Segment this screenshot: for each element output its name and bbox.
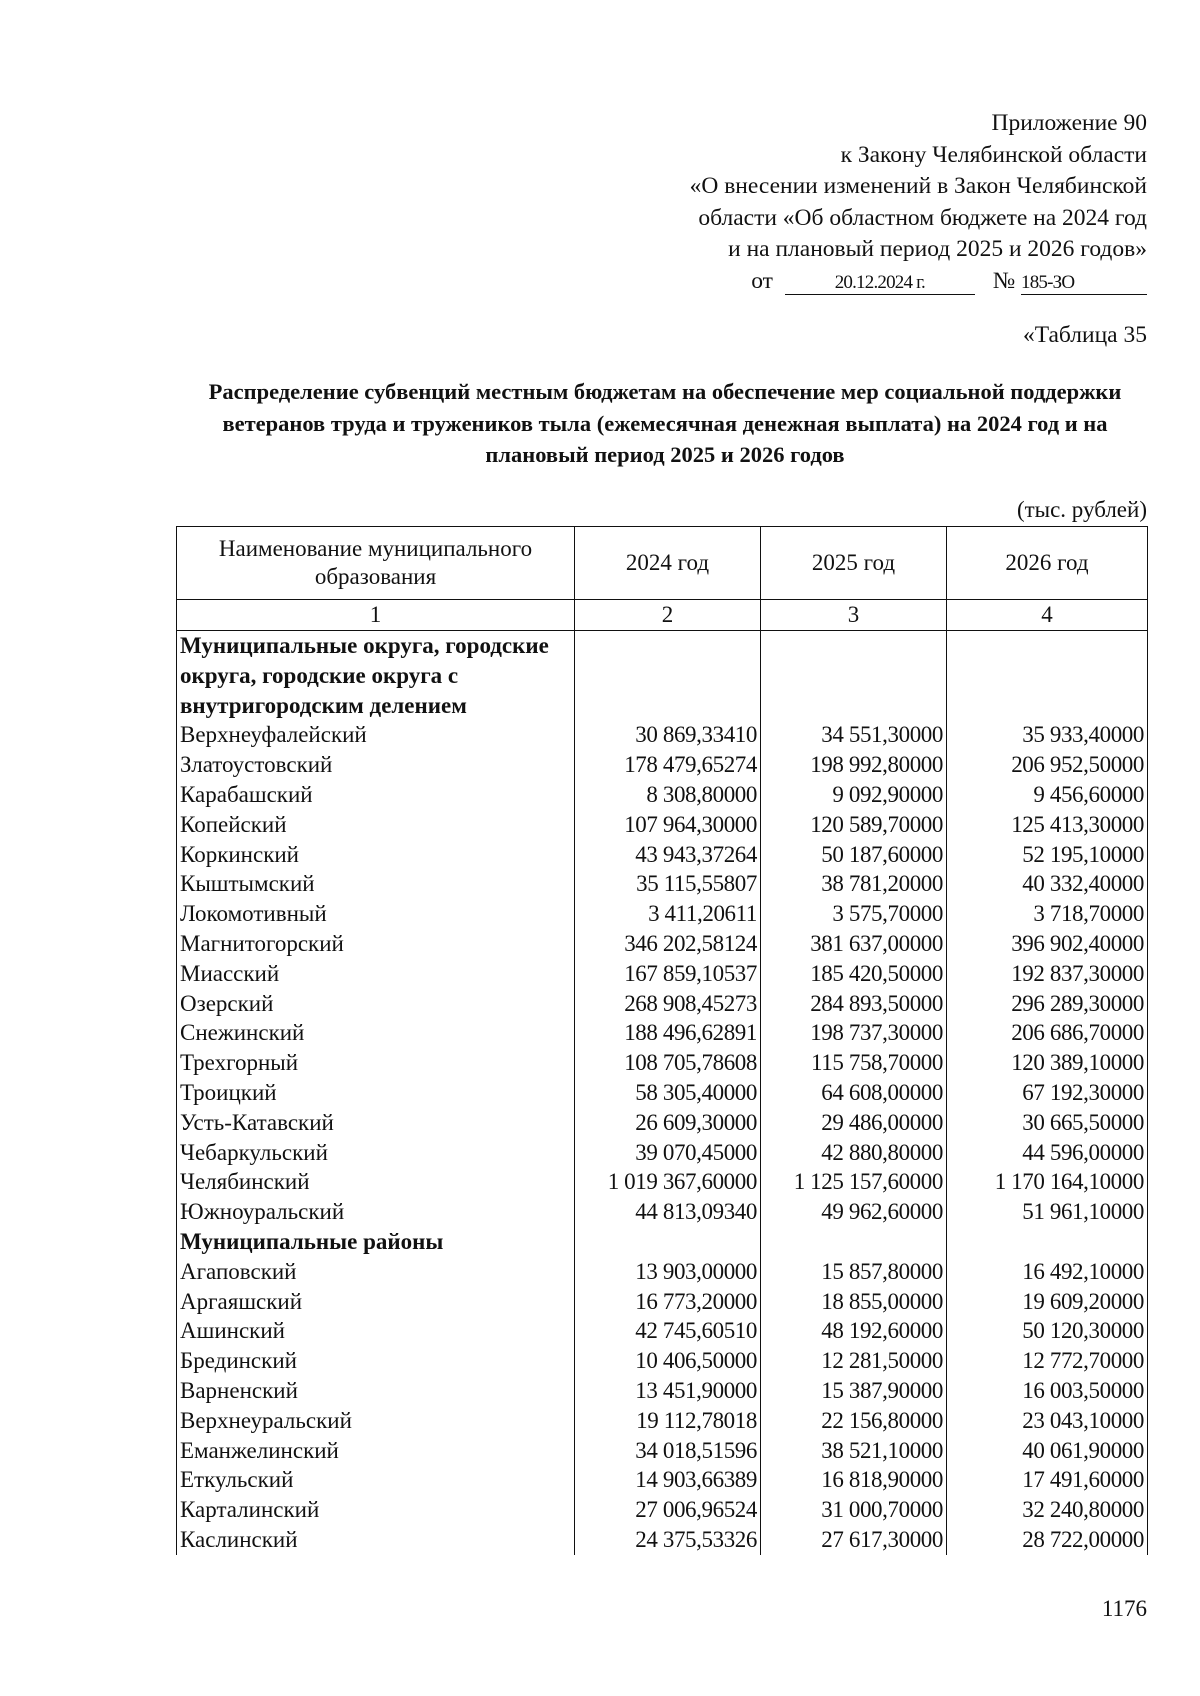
value-2025: 18 855,00000: [761, 1287, 947, 1317]
value-2024: 27 006,96524: [575, 1495, 761, 1525]
value-2026: 50 120,30000: [947, 1316, 1148, 1346]
value-2025: 198 737,30000: [761, 1018, 947, 1048]
table-row: [177, 1287, 1148, 1317]
value-2026: 40 332,40000: [947, 869, 1148, 899]
document-title: Распределение субвенций местным бюджетам на обеспечение мер социальной поддержки ветеранов труда и тружеников тыла (ежемесячная денежная выплата) на 2024 год и на плановый период 2025 и 2026 годов: [208, 379, 1122, 467]
value-2025: 22 156,80000: [761, 1406, 947, 1436]
from-label: от: [751, 267, 773, 294]
value-2026: 192 837,30000: [947, 959, 1148, 989]
section-row: [177, 1227, 1148, 1257]
value-2026: 17 491,60000: [947, 1465, 1148, 1495]
municipality-name: Троицкий: [177, 1078, 575, 1108]
number-label: №: [992, 267, 1016, 294]
value-2025: [761, 1227, 947, 1257]
value-2024: 24 375,53326: [575, 1525, 761, 1555]
table-row: [177, 1406, 1148, 1436]
value-2026: 28 722,00000: [947, 1525, 1148, 1555]
value-2026: 206 952,50000: [947, 750, 1148, 780]
municipality-name: Каслинский: [177, 1525, 575, 1555]
value-2026: 23 043,10000: [947, 1406, 1148, 1436]
value-2026: 51 961,10000: [947, 1197, 1148, 1227]
subventions-table: [176, 526, 1148, 1555]
value-2024: 107 964,30000: [575, 810, 761, 840]
table-row: [177, 1108, 1148, 1138]
law-signature-line: [690, 266, 1147, 298]
table-row: [177, 1436, 1148, 1466]
table-body: [177, 631, 1148, 1555]
municipality-name: Трехгорный: [177, 1048, 575, 1078]
value-2026: 67 192,30000: [947, 1078, 1148, 1108]
value-2024: 19 112,78018: [575, 1406, 761, 1436]
value-2025: 64 608,00000: [761, 1078, 947, 1108]
municipality-name: Усть-Катавский: [177, 1108, 575, 1138]
table-row: [177, 1138, 1148, 1168]
table-row: [177, 1048, 1148, 1078]
table-row: [177, 1316, 1148, 1346]
municipality-name: Агаповский: [177, 1257, 575, 1287]
value-2025: 15 387,90000: [761, 1376, 947, 1406]
value-2024: 268 908,45273: [575, 989, 761, 1019]
value-2025: 29 486,00000: [761, 1108, 947, 1138]
value-2025: 115 758,70000: [761, 1048, 947, 1078]
municipality-name: Озерский: [177, 989, 575, 1019]
table-row: [177, 1495, 1148, 1525]
table-row: [177, 750, 1148, 780]
section-row: [177, 631, 1148, 721]
value-2026: 12 772,70000: [947, 1346, 1148, 1376]
value-2025: 27 617,30000: [761, 1525, 947, 1555]
value-2024: 178 479,65274: [575, 750, 761, 780]
value-2025: [761, 631, 947, 721]
value-2024: 14 903,66389: [575, 1465, 761, 1495]
value-2026: 44 596,00000: [947, 1138, 1148, 1168]
value-2024: 3 411,20611: [575, 899, 761, 929]
municipality-name: Магнитогорский: [177, 929, 575, 959]
value-2026: 206 686,70000: [947, 1018, 1148, 1048]
value-2024: 58 305,40000: [575, 1078, 761, 1108]
value-2026: 396 902,40000: [947, 929, 1148, 959]
column-header-2026: 2026 год: [947, 527, 1148, 600]
value-2025: 49 962,60000: [761, 1197, 947, 1227]
value-2024: 30 869,33410: [575, 720, 761, 750]
value-2024: 1 019 367,60000: [575, 1167, 761, 1197]
header-line: области «Об областном бюджете на 2024 год: [698, 204, 1147, 231]
value-2025: 16 818,90000: [761, 1465, 947, 1495]
value-2024: 167 859,10537: [575, 959, 761, 989]
value-2025: 38 521,10000: [761, 1436, 947, 1466]
municipality-name: Карабашский: [177, 780, 575, 810]
value-2026: 1 170 164,10000: [947, 1167, 1148, 1197]
table-row: [177, 1167, 1148, 1197]
municipality-name: Кыштымский: [177, 869, 575, 899]
value-2026: 35 933,40000: [947, 720, 1148, 750]
value-2026: 16 492,10000: [947, 1257, 1148, 1287]
column-header-2024: 2024 год: [575, 527, 761, 600]
value-2024: 34 018,51596: [575, 1436, 761, 1466]
value-2026: 9 456,60000: [947, 780, 1148, 810]
municipality-name: Копейский: [177, 810, 575, 840]
value-2024: 8 308,80000: [575, 780, 761, 810]
value-2024: 108 705,78608: [575, 1048, 761, 1078]
value-2024: [575, 1227, 761, 1257]
municipality-name: Ашинский: [177, 1316, 575, 1346]
municipality-name: Еткульский: [177, 1465, 575, 1495]
value-2025: 198 992,80000: [761, 750, 947, 780]
value-2024: 188 496,62891: [575, 1018, 761, 1048]
column-header-name: Наименование муниципального образования: [177, 527, 575, 600]
table-row: [177, 720, 1148, 750]
value-2026: 19 609,20000: [947, 1287, 1148, 1317]
page-number: 1176: [1101, 1596, 1147, 1621]
municipality-name: Снежинский: [177, 1018, 575, 1048]
table-label: «Таблица 35: [1022, 322, 1147, 348]
value-2024: 43 943,37264: [575, 840, 761, 870]
value-2025: 15 857,80000: [761, 1257, 947, 1287]
value-2025: 185 420,50000: [761, 959, 947, 989]
municipality-name: Локомотивный: [177, 899, 575, 929]
value-2025: 3 575,70000: [761, 899, 947, 929]
table-row: [177, 929, 1148, 959]
value-2026: 30 665,50000: [947, 1108, 1148, 1138]
municipality-name: Челябинский: [177, 1167, 575, 1197]
value-2024: 26 609,30000: [575, 1108, 761, 1138]
table-row: [177, 1257, 1148, 1287]
value-2024: 13 903,00000: [575, 1257, 761, 1287]
value-2025: 9 092,90000: [761, 780, 947, 810]
municipality-name: Брединский: [177, 1346, 575, 1376]
municipality-name: Коркинский: [177, 840, 575, 870]
header-line: к Закону Челябинской области: [840, 141, 1147, 168]
table-row: [177, 1376, 1148, 1406]
header-line: «О внесении изменений в Закон Челябинской: [689, 173, 1147, 199]
value-2025: 48 192,60000: [761, 1316, 947, 1346]
table-row: [177, 869, 1148, 899]
value-2026: 40 061,90000: [947, 1436, 1148, 1466]
value-2025: 50 187,60000: [761, 840, 947, 870]
value-2026: 52 195,10000: [947, 840, 1148, 870]
municipality-name: Южноуральский: [177, 1197, 575, 1227]
value-2026: 16 003,50000: [947, 1376, 1148, 1406]
table-row: [177, 780, 1148, 810]
column-number: 4: [947, 600, 1148, 631]
municipality-name: Муниципальные округа, городские округа, городские округа с внутригородским делением: [177, 631, 575, 721]
value-2026: 296 289,30000: [947, 989, 1148, 1019]
value-2025: 120 589,70000: [761, 810, 947, 840]
municipality-name: Чебаркульский: [177, 1138, 575, 1168]
municipality-name: Верхнеуральский: [177, 1406, 575, 1436]
municipality-name: Златоустовский: [177, 750, 575, 780]
value-2025: 284 893,50000: [761, 989, 947, 1019]
column-header-2025: 2025 год: [761, 527, 947, 600]
municipality-name: Верхнеуфалейский: [177, 720, 575, 750]
unit-label: (тыс. рублей): [1016, 497, 1147, 522]
value-2024: 346 202,58124: [575, 929, 761, 959]
table-row: [177, 989, 1148, 1019]
value-2026: 120 389,10000: [947, 1048, 1148, 1078]
value-2024: 16 773,20000: [575, 1287, 761, 1317]
law-date: 20.12.2024 г.: [785, 272, 975, 295]
value-2025: 38 781,20000: [761, 869, 947, 899]
value-2025: 31 000,70000: [761, 1495, 947, 1525]
value-2024: 10 406,50000: [575, 1346, 761, 1376]
header-line: Приложение 90: [991, 110, 1147, 136]
table-row: [177, 1525, 1148, 1555]
table-row: [177, 899, 1148, 929]
value-2026: 3 718,70000: [947, 899, 1148, 929]
value-2024: 39 070,45000: [575, 1138, 761, 1168]
value-2026: 32 240,80000: [947, 1495, 1148, 1525]
table-row: [177, 1018, 1148, 1048]
value-2024: [575, 631, 761, 721]
column-number: 2: [575, 600, 761, 631]
value-2024: 42 745,60510: [575, 1316, 761, 1346]
table-row: [177, 810, 1148, 840]
value-2025: 42 880,80000: [761, 1138, 947, 1168]
header-line: и на плановый период 2025 и 2026 годов»: [728, 236, 1147, 262]
law-number: 185-ЗО: [1021, 272, 1147, 295]
value-2025: 381 637,00000: [761, 929, 947, 959]
table-row: [177, 1465, 1148, 1495]
value-2024: 13 451,90000: [575, 1376, 761, 1406]
value-2026: [947, 1227, 1148, 1257]
value-2024: 44 813,09340: [575, 1197, 761, 1227]
column-number: 1: [177, 600, 575, 631]
municipality-name: Аргаяшский: [177, 1287, 575, 1317]
table-row: [177, 1197, 1148, 1227]
municipality-name: Карталинский: [177, 1495, 575, 1525]
value-2025: 12 281,50000: [761, 1346, 947, 1376]
value-2026: [947, 631, 1148, 721]
municipality-name: Муниципальные районы: [177, 1227, 575, 1257]
municipality-name: Миасский: [177, 959, 575, 989]
municipality-name: Еманжелинский: [177, 1436, 575, 1466]
table-row: [177, 840, 1148, 870]
table-row: [177, 959, 1148, 989]
value-2025: 1 125 157,60000: [761, 1167, 947, 1197]
table-row: [177, 1078, 1148, 1108]
municipality-name: Варненский: [177, 1376, 575, 1406]
value-2024: 35 115,55807: [575, 869, 761, 899]
appendix-header: [690, 108, 1147, 297]
column-number: 3: [761, 600, 947, 631]
value-2026: 125 413,30000: [947, 810, 1148, 840]
value-2025: 34 551,30000: [761, 720, 947, 750]
table-row: [177, 1346, 1148, 1376]
